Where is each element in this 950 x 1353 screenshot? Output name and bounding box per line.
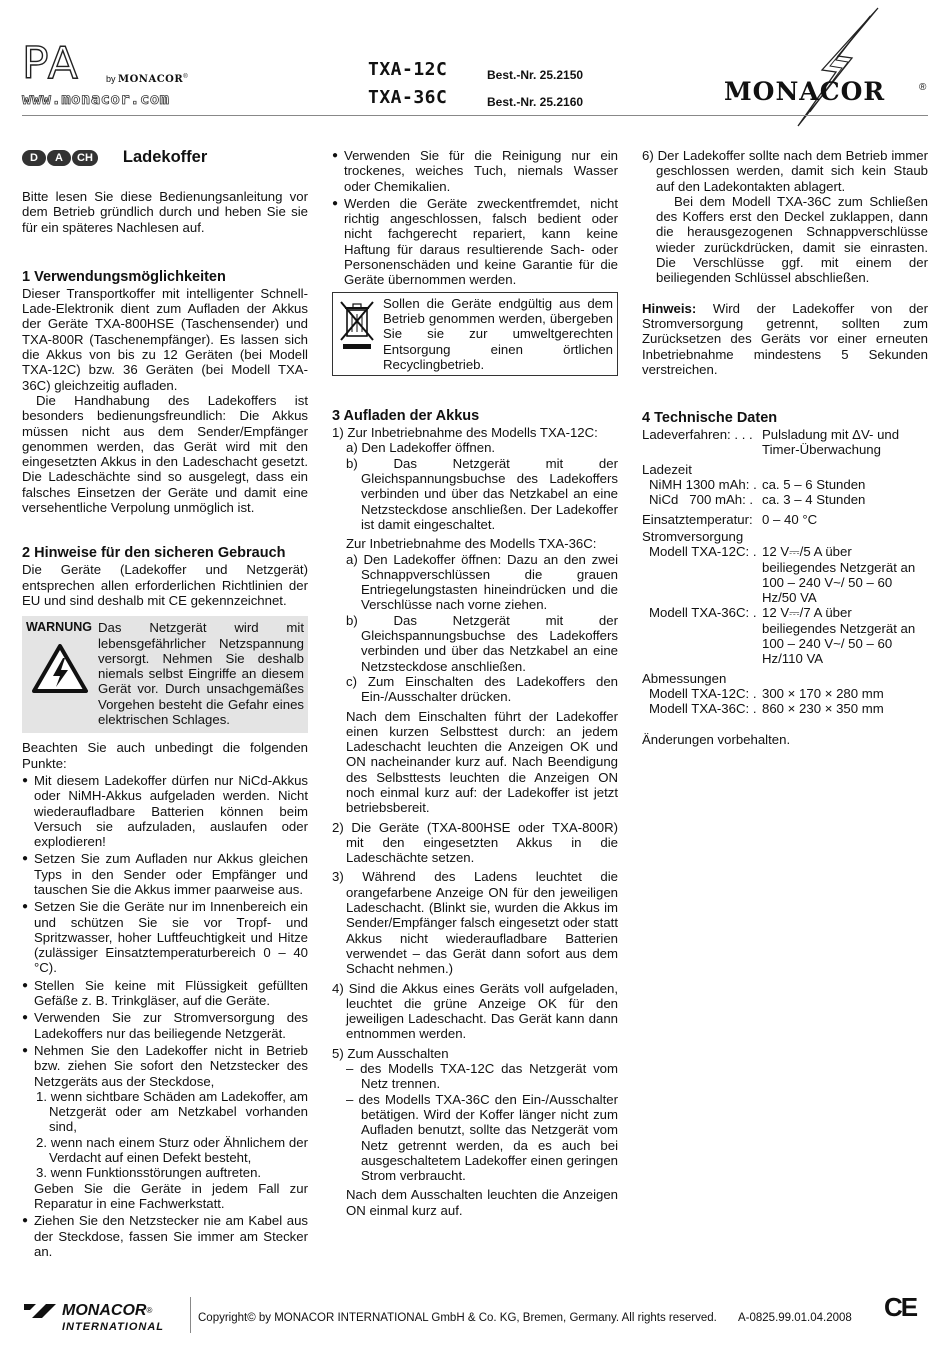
monacor-logo: MONACOR [724, 77, 886, 106]
substep-item: c) Zum Einschalten des Ladekoffers den Ein-/Ausschalter drücken. [346, 673, 618, 705]
document-number: A-0825.99.01.04.2008 [738, 1312, 852, 1324]
title-row [22, 148, 308, 168]
spec-value: ca. 5 – 6 Stunden [762, 477, 866, 493]
bullet-item: ● Nehmen Sie den Ladekoffer nicht in Betrieb bzw. ziehen Sie sofort den Netzstecker des Netzgeräts aus der Steckdose, [22, 1043, 308, 1089]
numbered-item: 1. wenn sichtbare Schäden am Ladekoffer, am Netzgerät oder am Netzkabel vorhanden sind, [36, 1088, 308, 1135]
spec-label: Modell TXA-12C: . [649, 544, 757, 560]
spec-row [642, 686, 928, 701]
spec-row [642, 492, 928, 507]
hint-text: Wird der Ladekoffer von der Stromversorgung getrennt, sollten zum Zurücksetzen des Geräts vor einer erneuten Inbetriebnahme mindestens 5 Sekunden verstreichen. [642, 300, 928, 377]
country-badge: CH [72, 150, 98, 166]
page-title: Ladekoffer [122, 148, 208, 167]
bullet-item: ● Ziehen Sie den Netzstecker nie am Kabel aus der Steckdose, fassen Sie immer am Stecker an. [22, 1213, 308, 1259]
order-number: Best.-Nr. 25.2160 [487, 95, 584, 109]
disposal-notice-box [332, 292, 618, 376]
spec-value: Pulsladung mit ΔV- und Timer-Überwachung [762, 427, 900, 458]
bullet-item: ● Mit diesem Ladekoffer dürfen nur NiCd-Akkus oder NiMH-Akkus aufgeladen werden. Nicht wiederaufladbare Batterien können beim Versuch sie aufzuladen, auslaufen oder explodieren! [22, 773, 308, 849]
warning-box [22, 616, 308, 733]
section-heading: 1 Verwendungsmöglichkeiten [22, 268, 226, 285]
changes-note: Änderungen vorbehalten. [642, 731, 791, 747]
spec-value: ca. 3 – 4 Stunden [762, 492, 866, 508]
bullet-item: ● Stellen Sie keine mit Flüssigkeit gefüllten Gefäße z. B. Trinkgläser, auf die Geräte. [22, 978, 308, 1009]
spec-label: NiCd 700 mAh: . [649, 492, 754, 508]
paragraph: Die Geräte (Ladekoffer und Netzgerät) entsprechen allen erforderlichen Richtlinien der EU und sind deshalb mit CE gekennzeichnet. [22, 562, 308, 608]
paragraph: Nach dem Einschalten führt der Ladekoffer einen kurzen Selbsttest durch: an jedem Ladeschacht leuchten die Anzeigen OK und ON nacheinander kurz auf. Nach Beendigung des Selbsttests leuchten die Anzeigen ON noch einmal kurz auf: der Ladekoffer ist jetzt betriebsbereit. [346, 708, 618, 816]
substep-item: – des Modells TXA-12C das Netzgerät vom Netz trennen. [346, 1061, 618, 1092]
step-item: 6) Der Ladekoffer sollte nach dem Betrieb immer geschlossen werden, damit sich kein Staub auf den Ladekontakten ablagert. [642, 148, 928, 194]
spec-label: Modell TXA-36C: . [649, 605, 757, 621]
step-item: 5) Zum Ausschalten [332, 1045, 449, 1061]
spec-value: 12 V⎓/5 A über beiliegendes Netzgerät an 100 – 240 V~/ 50 – 60 Hz/50 VA [762, 544, 916, 606]
numbered-item: 2. wenn nach einem Sturz oder Ähnlichem der Verdacht auf einen Defekt besteht, [36, 1134, 308, 1166]
by-monacor-label: by MONACOR® [106, 74, 188, 85]
high-voltage-warning-icon [32, 644, 88, 694]
column-middle [332, 148, 618, 1218]
crossed-out-bin-icon [337, 298, 377, 352]
monacor-international-logo: MONACOR ® INTERNATIONAL [22, 1302, 164, 1335]
spec-value: 0 – 40 °C [762, 511, 818, 527]
hint-label: Hinweis: [642, 300, 697, 316]
website-url[interactable]: www.monacor.com [22, 90, 170, 108]
spec-label: Einsatztemperatur: [642, 511, 753, 527]
spec-value: 860 × 230 × 350 mm [762, 701, 884, 717]
monacor-emblem-icon [22, 1302, 58, 1320]
step-item: 4) Sind die Akkus eines Geräts voll aufgeladen, leuchtet die grüne Anzeige OK für den jeweiligen Ladeschacht. Das Gerät kann dann entnommen werden. [332, 980, 618, 1042]
country-badge: D [22, 150, 46, 166]
order-number: Best.-Nr. 25.2150 [487, 68, 584, 82]
footer-divider [190, 1297, 191, 1333]
spec-value: 300 × 170 × 280 mm [762, 685, 884, 701]
intro-text: Bitte lesen Sie diese Bedienungsanleitung vor dem Betrieb gründlich durch und heben Sie sie für ein späteres Nachlesen auf. [22, 189, 308, 235]
spec-row [642, 512, 928, 527]
spec-group-label: Stromversorgung [642, 528, 744, 544]
spec-row [642, 477, 928, 492]
warning-label: WARNUNG [26, 620, 92, 635]
section-heading: 4 Technische Daten [642, 410, 778, 427]
spec-row [642, 544, 928, 605]
substep-item: a) Den Ladekoffer öffnen: Dazu an den zwei Schnappverschlüssen die grauen Entriegelungstasten hineindrücken und die Verschlüsse nach vorne ziehen. [346, 551, 618, 613]
step-item: 1) Zur Inbetriebnahme des Modells TXA-12C: [332, 425, 598, 441]
bullet-item: ● Verwenden Sie zur Stromversorgung des Ladekoffers nur das beiliegende Netzgerät. [22, 1010, 308, 1041]
step-item: 3) Während des Ladens leuchtet die orangefarbene Anzeige ON für den jeweiligen Ladeschacht. (Blinkt sie, wurden die Akkus im Sender/Empfänger falsch eingesetzt oder statt Akkus nicht wiederaufladbare Batterien verwendet – das Gerät dann sofort aus dem Schacht nehmen.) [332, 869, 618, 977]
lightning-bolt-icon [790, 6, 880, 128]
spec-value: 12 V⎓/7 A über beiliegendes Netzgerät an 100 – 240 V~/ 50 – 60 Hz/110 VA [762, 605, 916, 667]
step-item: 2) Die Geräte (TXA-800HSE oder TXA-800R) mit den eingesetzten Akkus in die Ladeschächte setzen. [332, 819, 618, 866]
paragraph: Beachten Sie auch unbedingt die folgenden Punkte: [22, 740, 308, 771]
paragraph: Die Handhabung des Ladekoffers ist besonders bedienungsfreundlich: Die Akkus müssen nicht aus dem Sender/Empfänger genommen werden, das Gerät wird mit den eingesetzten Akkus in den Ladeschacht gesetzt. Die Ladeschächte sind so ausgelegt, dass ein falsches Einsetzen der Geräte und damit eine versehentliche Verpolung unmöglich ist. [22, 392, 308, 516]
model-title: TXA-12C [368, 59, 448, 80]
substep-item: b) Das Netzgerät mit der Gleichspannungsbuchse des Ladekoffers verbinden und über das Netzkabel an eine Netzsteckdose anschließen. Der Ladekoffer ist damit eingeschaltet. [346, 455, 618, 532]
paragraph: Geben Sie die Geräte in jedem Fall zur Reparatur in eine Fachwerkstatt. [34, 1180, 308, 1211]
copyright-text: Copyright© by MONACOR INTERNATIONAL GmbH & Co. KG, Bremen, Germany. All rights reserved. [198, 1312, 717, 1324]
disposal-text: Sollen die Geräte endgültig aus dem Betrieb genommen werden, übergeben Sie sie zur umweltgerechten Entsorgung einen örtlichen Recyclingbetrieb. [383, 295, 613, 372]
bullet-item: ● Werden die Geräte zweckentfremdet, nicht richtig angeschlossen, falsch bedient oder nicht fachgerecht repariert, kann keine Haftung für daraus resultierende Sach- oder Personenschäden und keine Garantie für die Geräte übernommen werden. [332, 196, 618, 288]
substep-item: – des Modells TXA-36C den Ein-/Ausschalter betätigen. Wird der Koffer länger nicht zum Aufladen benutzt, sollte das Netzgerät vom Netz getrennt werden, da es auch bei ausgeschaltetem Ladekoffer einen geringen Strom verbraucht. [346, 1091, 618, 1184]
spec-row [642, 701, 928, 716]
spec-row [642, 427, 928, 458]
paragraph: Dieser Transportkoffer mit intelligenter Schnell-Lade-Elektronik dient zum Aufladen der Akkus der Geräte TXA-800HSE (Taschensender) und TXA-800R (Taschenempfänger). Es lassen sich die Akkus von bis zu 12 Geräten (bei Modell TXA-12C) bzw. 36 Geräten (bei Modell TXA-36C) gleichzeitig aufladen. [22, 285, 308, 393]
spec-label: Ladeverfahren: . . . [642, 427, 753, 443]
spec-label: NiMH 1300 mAh: . [649, 477, 757, 493]
spec-group-label: Abmessungen [642, 670, 727, 686]
spec-label: Modell TXA-36C: . [649, 701, 757, 717]
numbered-item: 3. wenn Funktionsstörungen auftreten. [36, 1165, 262, 1181]
paragraph: Nach dem Ausschalten leuchten die Anzeigen ON einmal kurz auf. [346, 1187, 618, 1218]
column-left [22, 148, 308, 1259]
paragraph: Zur Inbetriebnahme des Modells TXA-36C: [346, 536, 597, 552]
bullet-item: ● Setzen Sie zum Aufladen nur Akkus gleichen Typs in den Sender oder Empfänger und tauschen Sie die Akkus immer paarweise aus. [22, 851, 308, 897]
column-right [642, 148, 928, 747]
section-heading: 3 Aufladen der Akkus [332, 408, 480, 425]
ce-mark-icon: CE [884, 1292, 917, 1322]
spec-group-label: Ladezeit [642, 461, 692, 477]
warning-text: Das Netzgerät wird mit lebensgefährlicher Netzspannung versorgt. Nehmen Sie deshalb niemals selbst Eingriffe an diesem Gerät vor. Durch unsachgemäßes Vorgehen besteht die Gefahr eines elektrischen Schlages. [98, 620, 304, 728]
country-badge: A [47, 150, 71, 166]
paragraph: Bei dem Modell TXA-36C zum Schließen des Koffers erst den Deckel zuklappen, dann die herausgezogenen Schnappverschlüsse wieder zurückdrücken, damit sie einrasten. Die Verschlüsse ggf. mit einem der beiliegenden Schlüssel abschließen. [656, 193, 928, 286]
bullet-item: ● Setzen Sie die Geräte nur im Innenbereich ein und schützen Sie sie vor Tropf- und Spritzwasser, hoher Luftfeuchtigkeit und Hitze (zulässiger Einsatztemperaturbereich 0 – 40 °C). [22, 899, 308, 975]
bullet-item: ● Verwenden Sie für die Reinigung nur ein trockenes, weiches Tuch, niemals Wasser oder Chemikalien. [332, 148, 618, 194]
header-divider [22, 115, 928, 116]
substep-item: b) Das Netzgerät mit der Gleichspannungsbuchse des Ladekoffers verbinden und über das Netzkabel an eine Netzsteckdose anschließen. [346, 612, 618, 674]
spec-row [642, 605, 928, 666]
spec-label: Modell TXA-12C: . [649, 685, 757, 701]
section-heading: 2 Hinweise für den sicheren Gebrauch [22, 545, 286, 562]
model-title: TXA-36C [368, 87, 448, 108]
hint-paragraph [642, 301, 928, 377]
substep-item: a) Den Ladekoffer öffnen. [346, 440, 496, 456]
registered-mark: ® [919, 82, 927, 93]
pa-logo: PA [22, 38, 80, 89]
